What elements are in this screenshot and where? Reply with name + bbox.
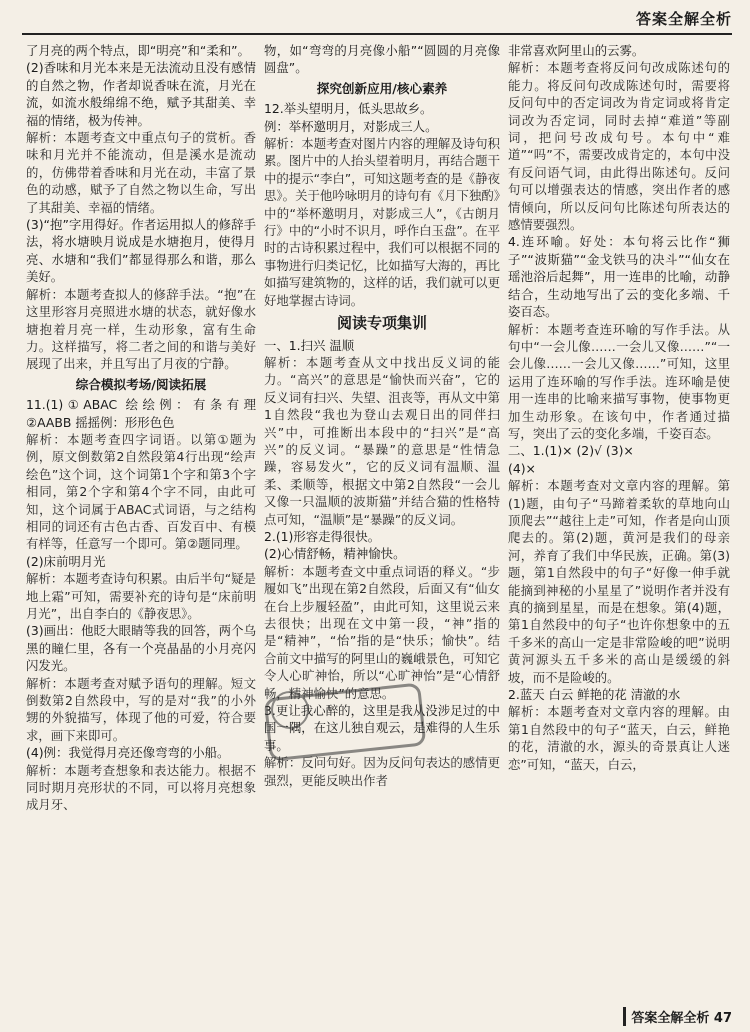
analysis-paragraph: 解析：本题考查对文章内容的理解。由第1自然段中的句子“蓝天，白云，鲜艳的花，清澈的水，源头的奇景真让人迷恋”可知，“蓝天，白云， [508, 704, 730, 772]
paragraph: (3)画出：他眨大眼睛等我的回答，两个乌黑的瞳仁里，各有一个亮晶晶的小月亮闪闪发光。 [26, 623, 256, 674]
column-1 [26, 42, 256, 814]
analysis-paragraph: 解析：反问句好。因为反问句表达的感情更强烈，更能反映出作者 [264, 755, 500, 788]
analysis-paragraph: 解析：本题考查诗句积累。由后半句“疑是地上霜”可知，需要补充的诗句是“床前明月光”，出自李白的《静夜思》。 [26, 571, 256, 621]
section-heading: 探究创新应用/核心素养 [316, 80, 448, 96]
paragraph: (2)香味和月光本来是无法流动且没有感情的自然之物，作者却说香味在流，月光在流，如流水般绵绵不绝，赋予其甜美、幸福的情绪，极为传神。 [26, 60, 256, 128]
paragraph: 11.(1)①ABAC 绘绘例：有条有理 ②AABB 摇摇例：形形色色 [26, 397, 256, 430]
paragraph: 4.连环喻。好处：本句将云比作“狮子”“波斯猫”“金戈铁马的决斗”“仙女在瑶池浴后起舞”，用一连串的比喻，动静结合，生动地写出了云的变化多端、千姿百态。 [508, 234, 730, 320]
page-footer: 答案全解全析 47 [623, 1007, 732, 1026]
analysis-paragraph: 解析：本题考查从文中找出反义词的能力。“高兴”的意思是“愉快而兴奋”，它的反义词有扫兴、失望、沮丧等，再从文中第1自然段“我也为登山去观日出的同伴扫兴”中，可推断出本段中的“扫兴”是“高兴”的反义词。“暴躁”的意思是“性情急躁，容易发火”，它的反义词有温顺、温柔、柔顺等，根据文中第2自然段“一会儿又像一只温顺的波斯猫”并结合猫的性格特点可知，“温顺”是“暴躁”的反义词。 [264, 354, 500, 527]
paragraph: 非常喜欢阿里山的云雾。 [508, 43, 645, 58]
paragraph: 二、1.(1)× (2)√ (3)× [508, 443, 634, 459]
paragraph: 一、1.扫兴 温顺 [264, 337, 355, 353]
analysis-paragraph: 解析：本题考查连环喻的写作手法。从句中“一会儿像……一会儿又像……”“一会儿像……一会儿又像……”可知，这里运用了连环喻的写作手法。连环喻是使用一连串的比喻来描写事物，使事物更加生动形象。在该句中，作者通过描写，突出了云的变化多端，千姿百态。 [508, 321, 730, 441]
paragraph: 2.(1)形容走得很快。 [264, 528, 381, 544]
section-heading: 综合模拟考场/阅读拓展 [75, 376, 207, 392]
column-2 [264, 42, 500, 789]
paragraph: 了月亮的两个特点，即“明亮”和“柔和”。 [26, 43, 250, 58]
section-heading: 阅读专项集训 [336, 314, 427, 333]
header-rule [22, 33, 732, 35]
paragraph: (4)× [508, 460, 536, 476]
page-header-title: 答案全解全析 [635, 10, 732, 28]
analysis-paragraph: 解析：本题考查文中重点词语的释义。“步履如飞”出现在第2自然段，后面又有“仙女在台上步履轻盈”，由此可知，这里说云来去很快；出现在文中第一段，“神”指的是“精神”，“怡”指的是“快乐；愉快”。结合前文中描写的阿里山的巍峨景色，可知它令人心旷神怡，所以“心旷神怡”是“心情舒畅，精神愉快”的意思。 [264, 563, 500, 701]
paragraph: 2.蓝天 白云 鲜艳的花 清澈的水 [508, 687, 681, 703]
analysis-paragraph: 解析：本题考查想象和表达能力。根据不同时期月亮形状的不同，可以将月亮想象成月牙、 [26, 762, 256, 813]
paragraph: 3.更让我心醉的，这里是我从没涉足过的中国一隅，在这儿独自观云，是难得的人生乐事。 [264, 703, 500, 753]
paragraph: (3)“抱”字用得好。作者运用拟人的修辞手法，将水塘映月说成是水塘抱月，使得月亮、水塘和“我们”都显得那么和谐，那么美好。 [26, 217, 256, 285]
analysis-paragraph: 解析：本题考查对赋予语句的理解。短文倒数第2自然段中，写的是对“我”的小外甥的外貌描写，体现了他的可爱，符合要求，画下来即可。 [26, 675, 256, 743]
paragraph: (4)例：我觉得月亮还像弯弯的小船。 [26, 745, 230, 761]
paragraph: (2)床前明月光 [26, 553, 106, 569]
analysis-paragraph: 解析：本题考查将反问句改成陈述句的能力。将反问句改成陈述句时，需要将反问句中的否定词改为肯定词或将肯定词改为否定词，同时去掉“难道”等副词，把问号改成句号。本句中“难道”“吗”不，需要改成肯定的，本句中没有反问语气词，由此得出陈述句。反问句可以增强表达的情感，突出作者的感情倾向，所以反问句比陈述句所表达的感情要强烈。 [508, 60, 730, 233]
paragraph: 物，如“弯弯的月亮像小船”“圆圆的月亮像圆盘”。 [264, 43, 500, 76]
paragraph: 12.举头望明月，低头思故乡。 [264, 101, 433, 117]
analysis-paragraph: 解析：本题考查对文章内容的理解。第(1)题，由句子“马蹄着柔软的草地向山顶爬去”“越往上走”可知，作者是向山顶爬去的。第(2)题，黄河是我们的母亲河，养育了我们中华民族，正确。第(3)题，第1自然段中的句子“好像一伸手就能摘到神秘的小星星了”说明作者并没有真的摘到星星，而是在想象。第(4)题，第1自然段中的句子“也许你想象中的五千多米的高山一定是非常险峻的吧”说明黄河源头五千多米的高山是缓缓的斜坡，而不是险峻的。 [508, 478, 730, 685]
column-3 [508, 42, 730, 773]
analysis-paragraph: 解析：本题考查四字词语。以第①题为例，原文倒数第2自然段第4行出现“绘声绘色”这个词，这个词第1个字和第3个字相同，第2个字和第4个字不同，由此可知，这个词属于ABAC式词语，与之结构相同的词还有古色古香、百发百中、有模有样等，任意写一个即可。第②题同理。 [26, 431, 256, 552]
paragraph: (2)心情舒畅，精神愉快。 [264, 546, 406, 562]
paragraph: 例：举杯邀明月，对影成三人。 [264, 118, 438, 134]
analysis-paragraph: 解析：本题考查文中重点句子的赏析。香味和月光并不能流动，但是溪水是流动的，仿佛带着香味和月光在动，丰富了景色的动感，赋予了自然之物以生命，写出了其甜美、幸福的情绪。 [26, 130, 256, 215]
analysis-paragraph: 解析：本题考查对图片内容的理解及诗句积累。图片中的人抬头望着明月，再结合题干中的提示“李白”，可知这题考查的是《静夜思》。关于他吟咏明月的诗句有《月下独酌》中的“举杯邀明月，对影成三人”，《古朗月行》中的“小时不识月，呼作白玉盘”。在平时的古诗积累过程中，我们可以根据不同的事物进行归类记忆，比如描写大海的，再比如描写建筑物的，这样的话，我们就可以更好地掌握古诗词。 [264, 136, 500, 308]
analysis-paragraph: 解析：本题考查拟人的修辞手法。“抱”在这里形容月亮照进水塘的状态，就好像水塘抱着月亮一样，生动形象，富有生命力。这样描写，将二者之间的和谐与美好展现了出来，并且写出了月夜的宁静。 [26, 286, 256, 372]
